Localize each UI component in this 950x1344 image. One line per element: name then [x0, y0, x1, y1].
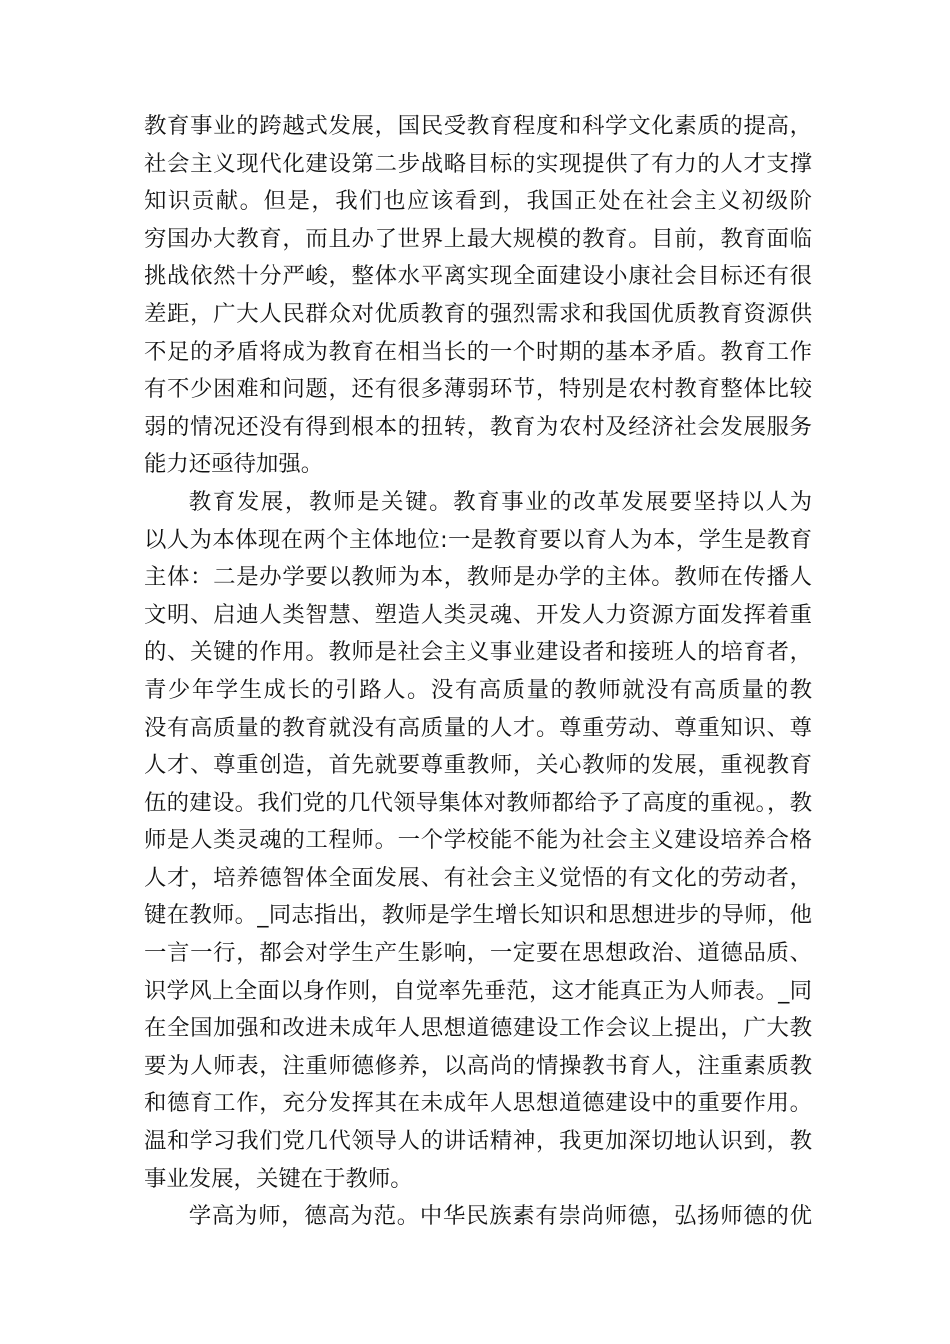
document-body [144, 108, 812, 1236]
text-line: 和德育工作，充分发挥其在未成年人思想道德建设中的重要作用。 [144, 1090, 812, 1117]
paragraph [144, 1198, 812, 1236]
text-line: 以人为本体现在两个主体地位:一是教育要以育人为本，学生是教育 [144, 526, 812, 553]
text-line: 温和学习我们党几代领导人的讲话精神，我更加深切地认识到，教 [144, 1128, 812, 1155]
text-line: 穷国办大教育，而且办了世界上最大规模的教育。目前，教育面临 [144, 225, 812, 252]
text-line: 没有高质量的教育就没有高质量的人才。尊重劳动、尊重知识、尊 [144, 714, 812, 741]
text-line: 能力还亟待加强。 [144, 451, 324, 478]
text-line: 学高为师，德高为范。中华民族素有崇尚师德，弘扬师德的优 [188, 1203, 812, 1230]
text-line: 一言一行，都会对学生产生影响，一定要在思想政治、道德品质、 [144, 940, 812, 967]
text-line: 有不少困难和问题，还有很多薄弱环节，特别是农村教育整体比较 [144, 376, 812, 403]
text-line: 在全国加强和改进未成年人思想道德建设工作会议上提出，广大教 [144, 1015, 812, 1042]
text-line: 人才，培养德智体全面发展、有社会主义觉悟的有文化的劳动者， [144, 864, 812, 891]
text-line: 人才、尊重创造，首先就要尊重教师，关心教师的发展，重视教育 [144, 752, 812, 779]
text-line: 教育发展，教师是关键。教育事业的改革发展要坚持以人为 [188, 488, 812, 515]
text-line: 师是人类灵魂的工程师。一个学校能不能为社会主义建设培养合格 [144, 827, 812, 854]
text-line: 文明、启迪人类智慧、塑造人类灵魂、开发人力资源方面发挥着重 [144, 601, 812, 628]
text-line: 不足的矛盾将成为教育在相当长的一个时期的基本矛盾。教育工作 [144, 338, 812, 365]
paragraph [144, 484, 812, 1198]
text-line: 识学风上全面以身作则，自觉率先垂范，这才能真正为人师表。_同 [144, 977, 812, 1004]
text-line: 挑战依然十分严峻，整体水平离实现全面建设小康社会目标还有很 [144, 263, 812, 290]
text-line: 青少年学生成长的引路人。没有高质量的教师就没有高质量的教 [144, 676, 812, 703]
paragraph [144, 108, 812, 484]
text-line: 伍的建设。我们党的几代领导集体对教师都给予了高度的重视。，教 [144, 789, 812, 816]
text-line: 要为人师表，注重师德修养，以高尚的情操教书育人，注重素质教 [144, 1052, 812, 1079]
text-line: 知识贡献。但是，我们也应该看到，我国正处在社会主义初级阶 [144, 188, 812, 215]
text-line: 事业发展，关键在于教师。 [144, 1165, 413, 1192]
text-line: 的、关键的作用。教师是社会主义事业建设者和接班人的培育者， [144, 639, 812, 666]
text-line: 键在教师。_同志指出，教师是学生增长知识和思想进步的导师，他 [144, 902, 812, 929]
text-line: 差距，广大人民群众对优质教育的强烈需求和我国优质教育资源供 [144, 300, 812, 327]
text-line: 弱的情况还没有得到根本的扭转，教育为农村及经济社会发展服务 [144, 413, 812, 440]
text-line: 社会主义现代化建设第二步战略目标的实现提供了有力的人才支撑 [144, 150, 812, 177]
text-line: 教育事业的跨越式发展，国民受教育程度和科学文化素质的提高， [144, 113, 812, 139]
text-line: 主体：二是办学要以教师为本，教师是办学的主体。教师在传播人 [144, 564, 812, 591]
